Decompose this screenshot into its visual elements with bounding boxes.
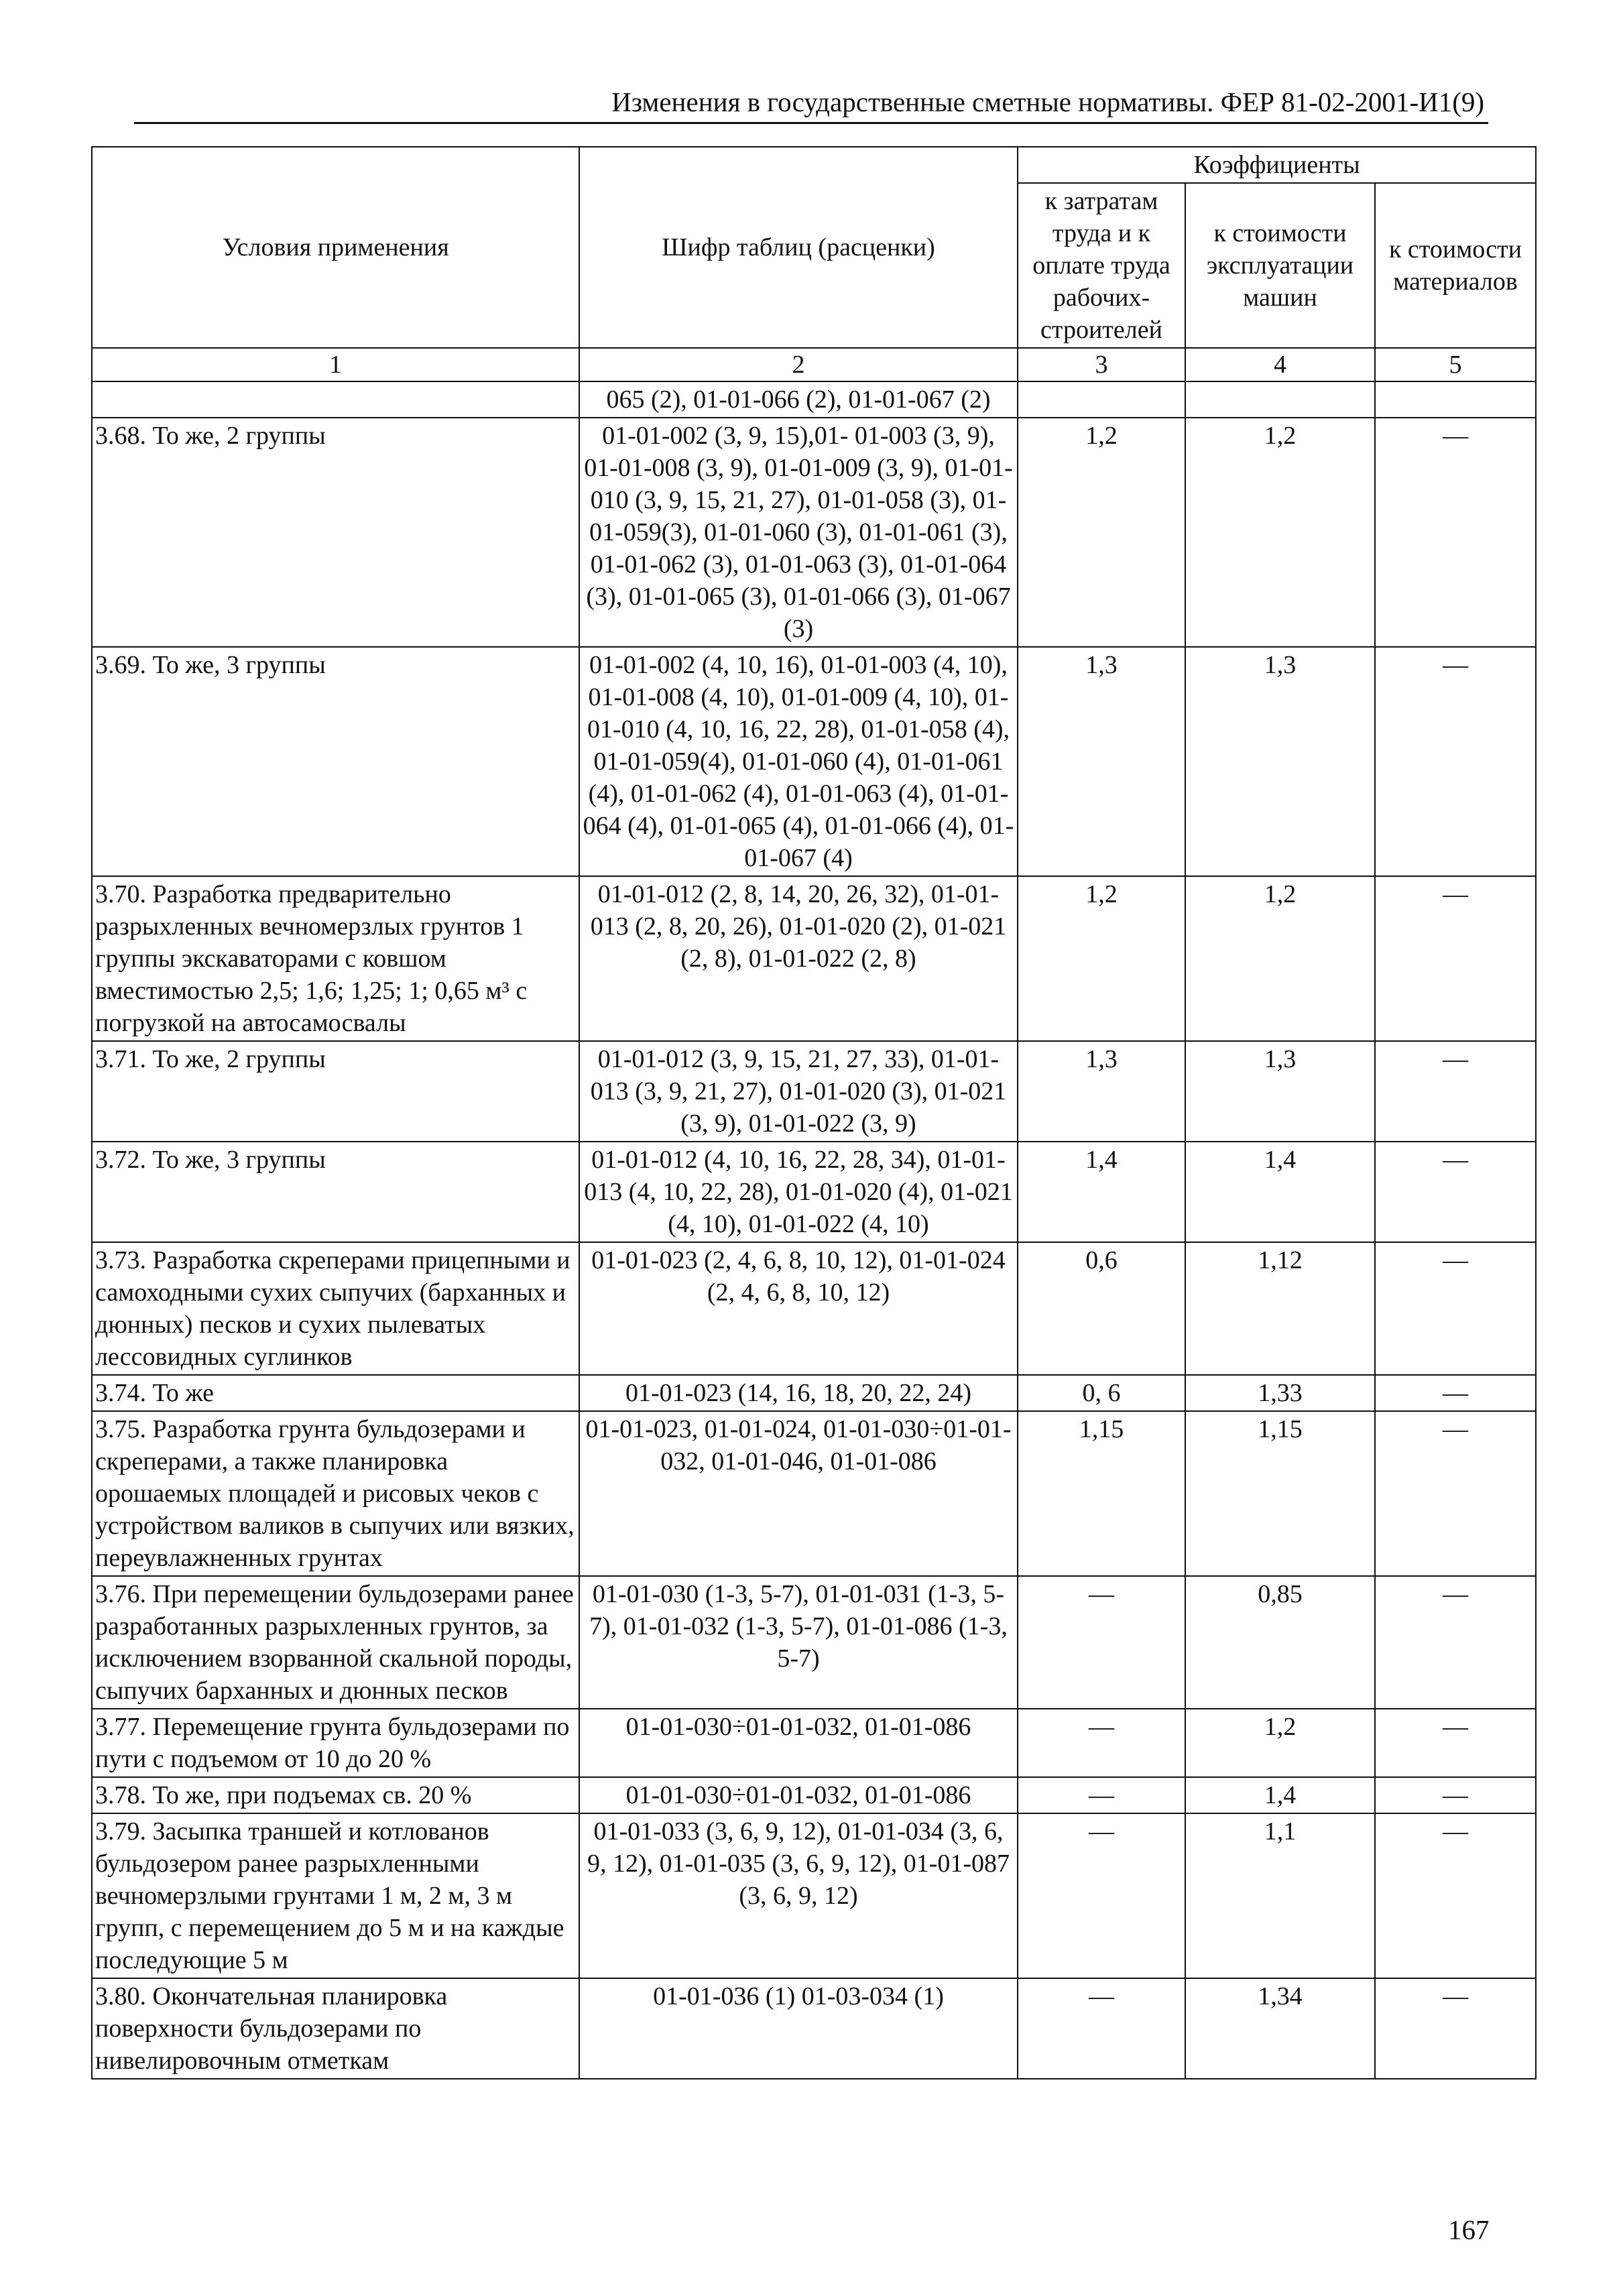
materials-coef-cell: —: [1375, 1978, 1536, 2079]
table-row: [92, 1813, 1536, 1978]
machines-coef-cell: 1,2: [1185, 1709, 1375, 1777]
table-row: [92, 1576, 1536, 1709]
labor-coef-cell: 1,2: [1018, 876, 1185, 1041]
machines-coef-cell: 1,4: [1185, 1777, 1375, 1813]
machines-coef-cell: 1,34: [1185, 1978, 1375, 2079]
machines-coef-cell: 0,85: [1185, 1576, 1375, 1709]
table-row: [92, 381, 1536, 418]
code-cell: 01-01-023, 01-01-024, 01-01-030÷01-01-032, 01-01-046, 01-01-086: [579, 1411, 1018, 1576]
header-conditions: Условия применения: [92, 147, 579, 348]
code-cell: 01-01-002 (3, 9, 15),01- 01-003 (3, 9), 01-01-008 (3, 9), 01-01-009 (3, 9), 01-01-010 (3, 9, 15, 21, 27), 01-01-058 (3), 01-01-059(3), 01-01-060 (3), 01-01-061 (3), 01-01-062 (3), 01-01-063 (3), 01-01-064 (3), 01-01-065 (3), 01-01-066 (3), 01-067 (3): [579, 418, 1018, 647]
column-number: 1: [92, 348, 579, 381]
labor-coef-cell: 1,3: [1018, 1041, 1185, 1142]
code-cell: 01-01-036 (1) 01-03-034 (1): [579, 1978, 1018, 2079]
header-materials: к стоимости материалов: [1375, 183, 1536, 348]
code-cell: 01-01-023 (2, 4, 6, 8, 10, 12), 01-01-024 (2, 4, 6, 8, 10, 12): [579, 1242, 1018, 1375]
condition-cell: 3.78. То же, при подъемах св. 20 %: [92, 1777, 579, 1813]
table-row: [92, 1142, 1536, 1242]
materials-coef-cell: —: [1375, 647, 1536, 876]
machines-coef-cell: 1,1: [1185, 1813, 1375, 1978]
column-number: 5: [1375, 348, 1536, 381]
table-row: [92, 876, 1536, 1041]
table-row: [92, 1041, 1536, 1142]
table-row: [92, 1375, 1536, 1411]
materials-coef-cell: —: [1375, 876, 1536, 1041]
materials-coef-cell: —: [1375, 1576, 1536, 1709]
page-header: [134, 86, 1488, 124]
condition-cell: 3.76. При перемещении бульдозерами ранее разработанных разрыхленных грунтов, за исключением взорванной скальной породы, сыпучих барханных и дюнных песков: [92, 1576, 579, 1709]
machines-coef-cell: 1,4: [1185, 1142, 1375, 1242]
labor-coef-cell: —: [1018, 1777, 1185, 1813]
table-row: [92, 1709, 1536, 1777]
materials-coef-cell: —: [1375, 1142, 1536, 1242]
table-row: [92, 1777, 1536, 1813]
materials-coef-cell: —: [1375, 1777, 1536, 1813]
header-machines: к стоимости эксплуатации машин: [1185, 183, 1375, 348]
table-row: [92, 1242, 1536, 1375]
table-row: [92, 418, 1536, 647]
materials-coef-cell: —: [1375, 1375, 1536, 1411]
condition-cell: 3.73. Разработка скреперами прицепными и самоходными сухих сыпучих (барханных и дюнных) песков и сухих пылеватых лессовидных суглинков: [92, 1242, 579, 1375]
machines-coef-cell: 1,2: [1185, 418, 1375, 647]
document-title: Изменения в государственные сметные нормативы. ФЕР 81-02-2001-И1(9): [611, 86, 1484, 117]
labor-coef-cell: —: [1018, 1576, 1185, 1709]
condition-cell: 3.72. То же, 3 группы: [92, 1142, 579, 1242]
code-cell: 01-01-030 (1-3, 5-7), 01-01-031 (1-3, 5-7), 01-01-032 (1-3, 5-7), 01-01-086 (1-3, 5-7): [579, 1576, 1018, 1709]
code-cell: 01-01-030÷01-01-032, 01-01-086: [579, 1777, 1018, 1813]
table-row: [92, 647, 1536, 876]
labor-coef-cell: 0,6: [1018, 1242, 1185, 1375]
machines-coef-cell: 1,12: [1185, 1242, 1375, 1375]
materials-coef-cell: —: [1375, 1709, 1536, 1777]
table-row: [92, 1411, 1536, 1576]
labor-coef-cell: —: [1018, 1813, 1185, 1978]
code-cell: 01-01-023 (14, 16, 18, 20, 22, 24): [579, 1375, 1018, 1411]
materials-coef-cell: —: [1375, 1813, 1536, 1978]
labor-coef-cell: 1,4: [1018, 1142, 1185, 1242]
condition-cell: 3.80. Окончательная планировка поверхности бульдозерами по нивелировочным отметкам: [92, 1978, 579, 2079]
labor-coef-cell: 1,2: [1018, 418, 1185, 647]
labor-coef-cell: 1,15: [1018, 1411, 1185, 1576]
materials-coef-cell: —: [1375, 1041, 1536, 1142]
table-row: [92, 1978, 1536, 2079]
machines-coef-cell: 1,3: [1185, 1041, 1375, 1142]
column-numbers-row: [92, 348, 1536, 381]
labor-coef-cell: 0, 6: [1018, 1375, 1185, 1411]
code-cell: 01-01-012 (3, 9, 15, 21, 27, 33), 01-01-013 (3, 9, 21, 27), 01-01-020 (3), 01-021 (3, 9), 01-01-022 (3, 9): [579, 1041, 1018, 1142]
code-cell: 01-01-033 (3, 6, 9, 12), 01-01-034 (3, 6, 9, 12), 01-01-035 (3, 6, 9, 12), 01-01-087 (3, 6, 9, 12): [579, 1813, 1018, 1978]
labor-coef-cell: —: [1018, 1978, 1185, 2079]
condition-cell: 3.77. Перемещение грунта бульдозерами по пути с подъемом от 10 до 20 %: [92, 1709, 579, 1777]
condition-cell: [92, 381, 579, 418]
column-number: 2: [579, 348, 1018, 381]
code-cell: 01-01-012 (2, 8, 14, 20, 26, 32), 01-01-013 (2, 8, 20, 26), 01-01-020 (2), 01-021 (2, 8), 01-01-022 (2, 8): [579, 876, 1018, 1041]
code-cell: 01-01-002 (4, 10, 16), 01-01-003 (4, 10), 01-01-008 (4, 10), 01-01-009 (4, 10), 01-01-010 (4, 10, 16, 22, 28), 01-01-058 (4), 01-01-059(4), 01-01-060 (4), 01-01-061 (4), 01-01-062 (4), 01-01-063 (4), 01-01-064 (4), 01-01-065 (4), 01-01-066 (4), 01-01-067 (4): [579, 647, 1018, 876]
materials-coef-cell: [1375, 381, 1536, 418]
machines-coef-cell: 1,33: [1185, 1375, 1375, 1411]
condition-cell: 3.68. То же, 2 группы: [92, 418, 579, 647]
page-number: 167: [1448, 2214, 1490, 2245]
labor-coef-cell: 1,3: [1018, 647, 1185, 876]
labor-coef-cell: [1018, 381, 1185, 418]
materials-coef-cell: —: [1375, 1242, 1536, 1375]
condition-cell: 3.74. То же: [92, 1375, 579, 1411]
machines-coef-cell: 1,15: [1185, 1411, 1375, 1576]
machines-coef-cell: 1,3: [1185, 647, 1375, 876]
machines-coef-cell: [1185, 381, 1375, 418]
condition-cell: 3.79. Засыпка траншей и котлованов бульдозером ранее разрыхленными вечномерзлыми грунтами 1 м, 2 м, 3 м групп, с перемещением до 5 м и на каждые последующие 5 м: [92, 1813, 579, 1978]
condition-cell: 3.71. То же, 2 группы: [92, 1041, 579, 1142]
condition-cell: 3.70. Разработка предварительно разрыхленных вечномерзлых грунтов 1 группы экскаваторами с ковшом вместимостью 2,5; 1,6; 1,25; 1; 0,65 м³ с погрузкой на автосамосвалы: [92, 876, 579, 1041]
code-cell: 01-01-030÷01-01-032, 01-01-086: [579, 1709, 1018, 1777]
materials-coef-cell: —: [1375, 1411, 1536, 1576]
machines-coef-cell: 1,2: [1185, 876, 1375, 1041]
code-cell: 01-01-012 (4, 10, 16, 22, 28, 34), 01-01-013 (4, 10, 22, 28), 01-01-020 (4), 01-021 (4, 10), 01-01-022 (4, 10): [579, 1142, 1018, 1242]
header-coefficients: Коэффициенты: [1018, 147, 1536, 183]
column-number: 3: [1018, 348, 1185, 381]
table-body: [92, 381, 1536, 2079]
coefficients-table: [91, 146, 1537, 2079]
column-number: 4: [1185, 348, 1375, 381]
header-labor: к затратам труда и к оплате труда рабочих-строителей: [1018, 183, 1185, 348]
condition-cell: 3.69. То же, 3 группы: [92, 647, 579, 876]
labor-coef-cell: —: [1018, 1709, 1185, 1777]
code-cell: 065 (2), 01-01-066 (2), 01-01-067 (2): [579, 381, 1018, 418]
materials-coef-cell: —: [1375, 418, 1536, 647]
header-code: Шифр таблиц (расценки): [579, 147, 1018, 348]
condition-cell: 3.75. Разработка грунта бульдозерами и скреперами, а также планировка орошаемых площадей и рисовых чеков с устройством валиков в сыпучих или вязких, переувлажненных грунтах: [92, 1411, 579, 1576]
